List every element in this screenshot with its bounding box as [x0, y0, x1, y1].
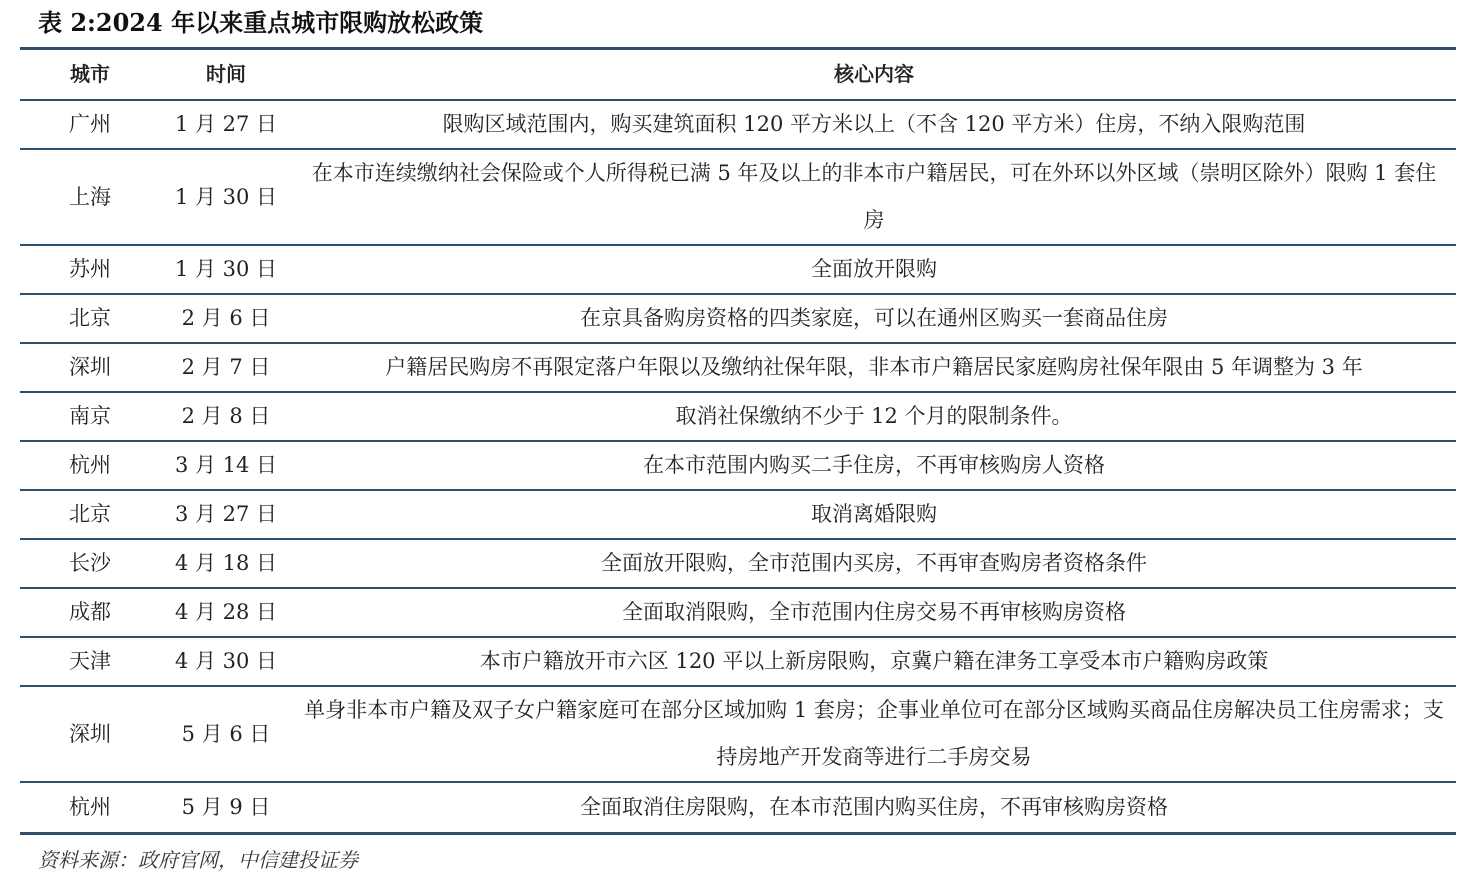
cell-date: 5 月 9 日 — [181, 795, 271, 819]
cell-content: 全面放开限购，全市范围内买房，不再审查购房者资格条件 — [601, 551, 1147, 575]
cell-content: 本市户籍放开市六区 120 平以上新房限购，京冀户籍在津务工享受本市户籍购房政策 — [479, 649, 1269, 673]
table-row — [20, 491, 1456, 540]
table-row — [20, 150, 1456, 246]
cell-date: 1 月 27 日 — [174, 112, 278, 136]
cell-content: 限购区域范围内，购买建筑面积 120 平方米以上（不含 120 平方米）住房，不纳入限购范围 — [442, 112, 1306, 136]
cell-date: 2 月 6 日 — [181, 306, 271, 330]
table-row — [20, 246, 1456, 295]
header-content: 核心内容 — [834, 62, 914, 86]
cell-city: 杭州 — [69, 453, 111, 477]
cell-date: 3 月 27 日 — [174, 502, 278, 526]
table-row — [20, 783, 1456, 832]
header-city: 城市 — [70, 62, 110, 86]
table-row — [20, 393, 1456, 442]
cell-city: 深圳 — [69, 355, 111, 379]
cell-date: 4 月 28 日 — [174, 600, 278, 624]
table-row — [20, 687, 1456, 783]
policy-table — [20, 47, 1456, 835]
cell-city: 广州 — [69, 112, 111, 136]
cell-city: 南京 — [69, 404, 111, 428]
table-row — [20, 589, 1456, 638]
cell-city: 长沙 — [69, 551, 111, 575]
table-row — [20, 638, 1456, 687]
cell-city: 苏州 — [69, 257, 111, 281]
cell-date: 4 月 18 日 — [174, 551, 278, 575]
cell-city: 杭州 — [69, 795, 111, 819]
cell-date: 1 月 30 日 — [174, 184, 278, 209]
cell-content: 在京具备购房资格的四类家庭，可以在通州区购买一套商品住房 — [580, 306, 1168, 330]
cell-content: 全面取消限购，全市范围内住房交易不再审核购房资格 — [622, 600, 1126, 624]
table-row — [20, 442, 1456, 491]
cell-content: 在本市范围内购买二手住房，不再审核购房人资格 — [643, 453, 1105, 477]
table-row — [20, 540, 1456, 589]
cell-date: 5 月 6 日 — [181, 721, 271, 746]
cell-content: 在本市连续缴纳社会保险或个人所得税已满 5 年及以上的非本市户籍居民，可在外环以外区域（崇明区除外）限购 1 套住房 — [311, 161, 1437, 232]
cell-city: 天津 — [69, 649, 111, 673]
source-note: 资料来源：政府官网，中信建投证券 — [38, 848, 358, 872]
table-row — [20, 344, 1456, 393]
table-row — [20, 295, 1456, 344]
cell-content: 全面放开限购 — [811, 257, 937, 281]
cell-city: 北京 — [69, 306, 111, 330]
table-row — [20, 101, 1456, 150]
cell-city: 深圳 — [69, 721, 111, 746]
cell-city: 上海 — [69, 184, 111, 209]
cell-date: 1 月 30 日 — [174, 257, 278, 281]
cell-content: 户籍居民购房不再限定落户年限以及缴纳社保年限，非本市户籍居民家庭购房社保年限由 5 年调整为 3 年 — [385, 355, 1363, 379]
cell-city: 成都 — [69, 600, 111, 624]
cell-city: 北京 — [69, 502, 111, 526]
table-title: 表 2:2024 年以来重点城市限购放松政策 — [38, 8, 484, 37]
table-header-row — [20, 50, 1456, 101]
cell-date: 2 月 8 日 — [181, 404, 271, 428]
cell-content: 取消离婚限购 — [811, 502, 937, 526]
cell-date: 3 月 14 日 — [174, 453, 278, 477]
header-date: 时间 — [206, 62, 246, 86]
cell-content: 全面取消住房限购，在本市范围内购买住房，不再审核购房资格 — [580, 795, 1168, 819]
cell-date: 4 月 30 日 — [174, 649, 278, 673]
cell-content: 单身非本市户籍及双子女户籍家庭可在部分区域加购 1 套房；企事业单位可在部分区域购买商品住房解决员工住房需求；支持房地产开发商等进行二手房交易 — [304, 698, 1444, 769]
cell-content: 取消社保缴纳不少于 12 个月的限制条件。 — [675, 404, 1073, 428]
cell-date: 2 月 7 日 — [181, 355, 271, 379]
